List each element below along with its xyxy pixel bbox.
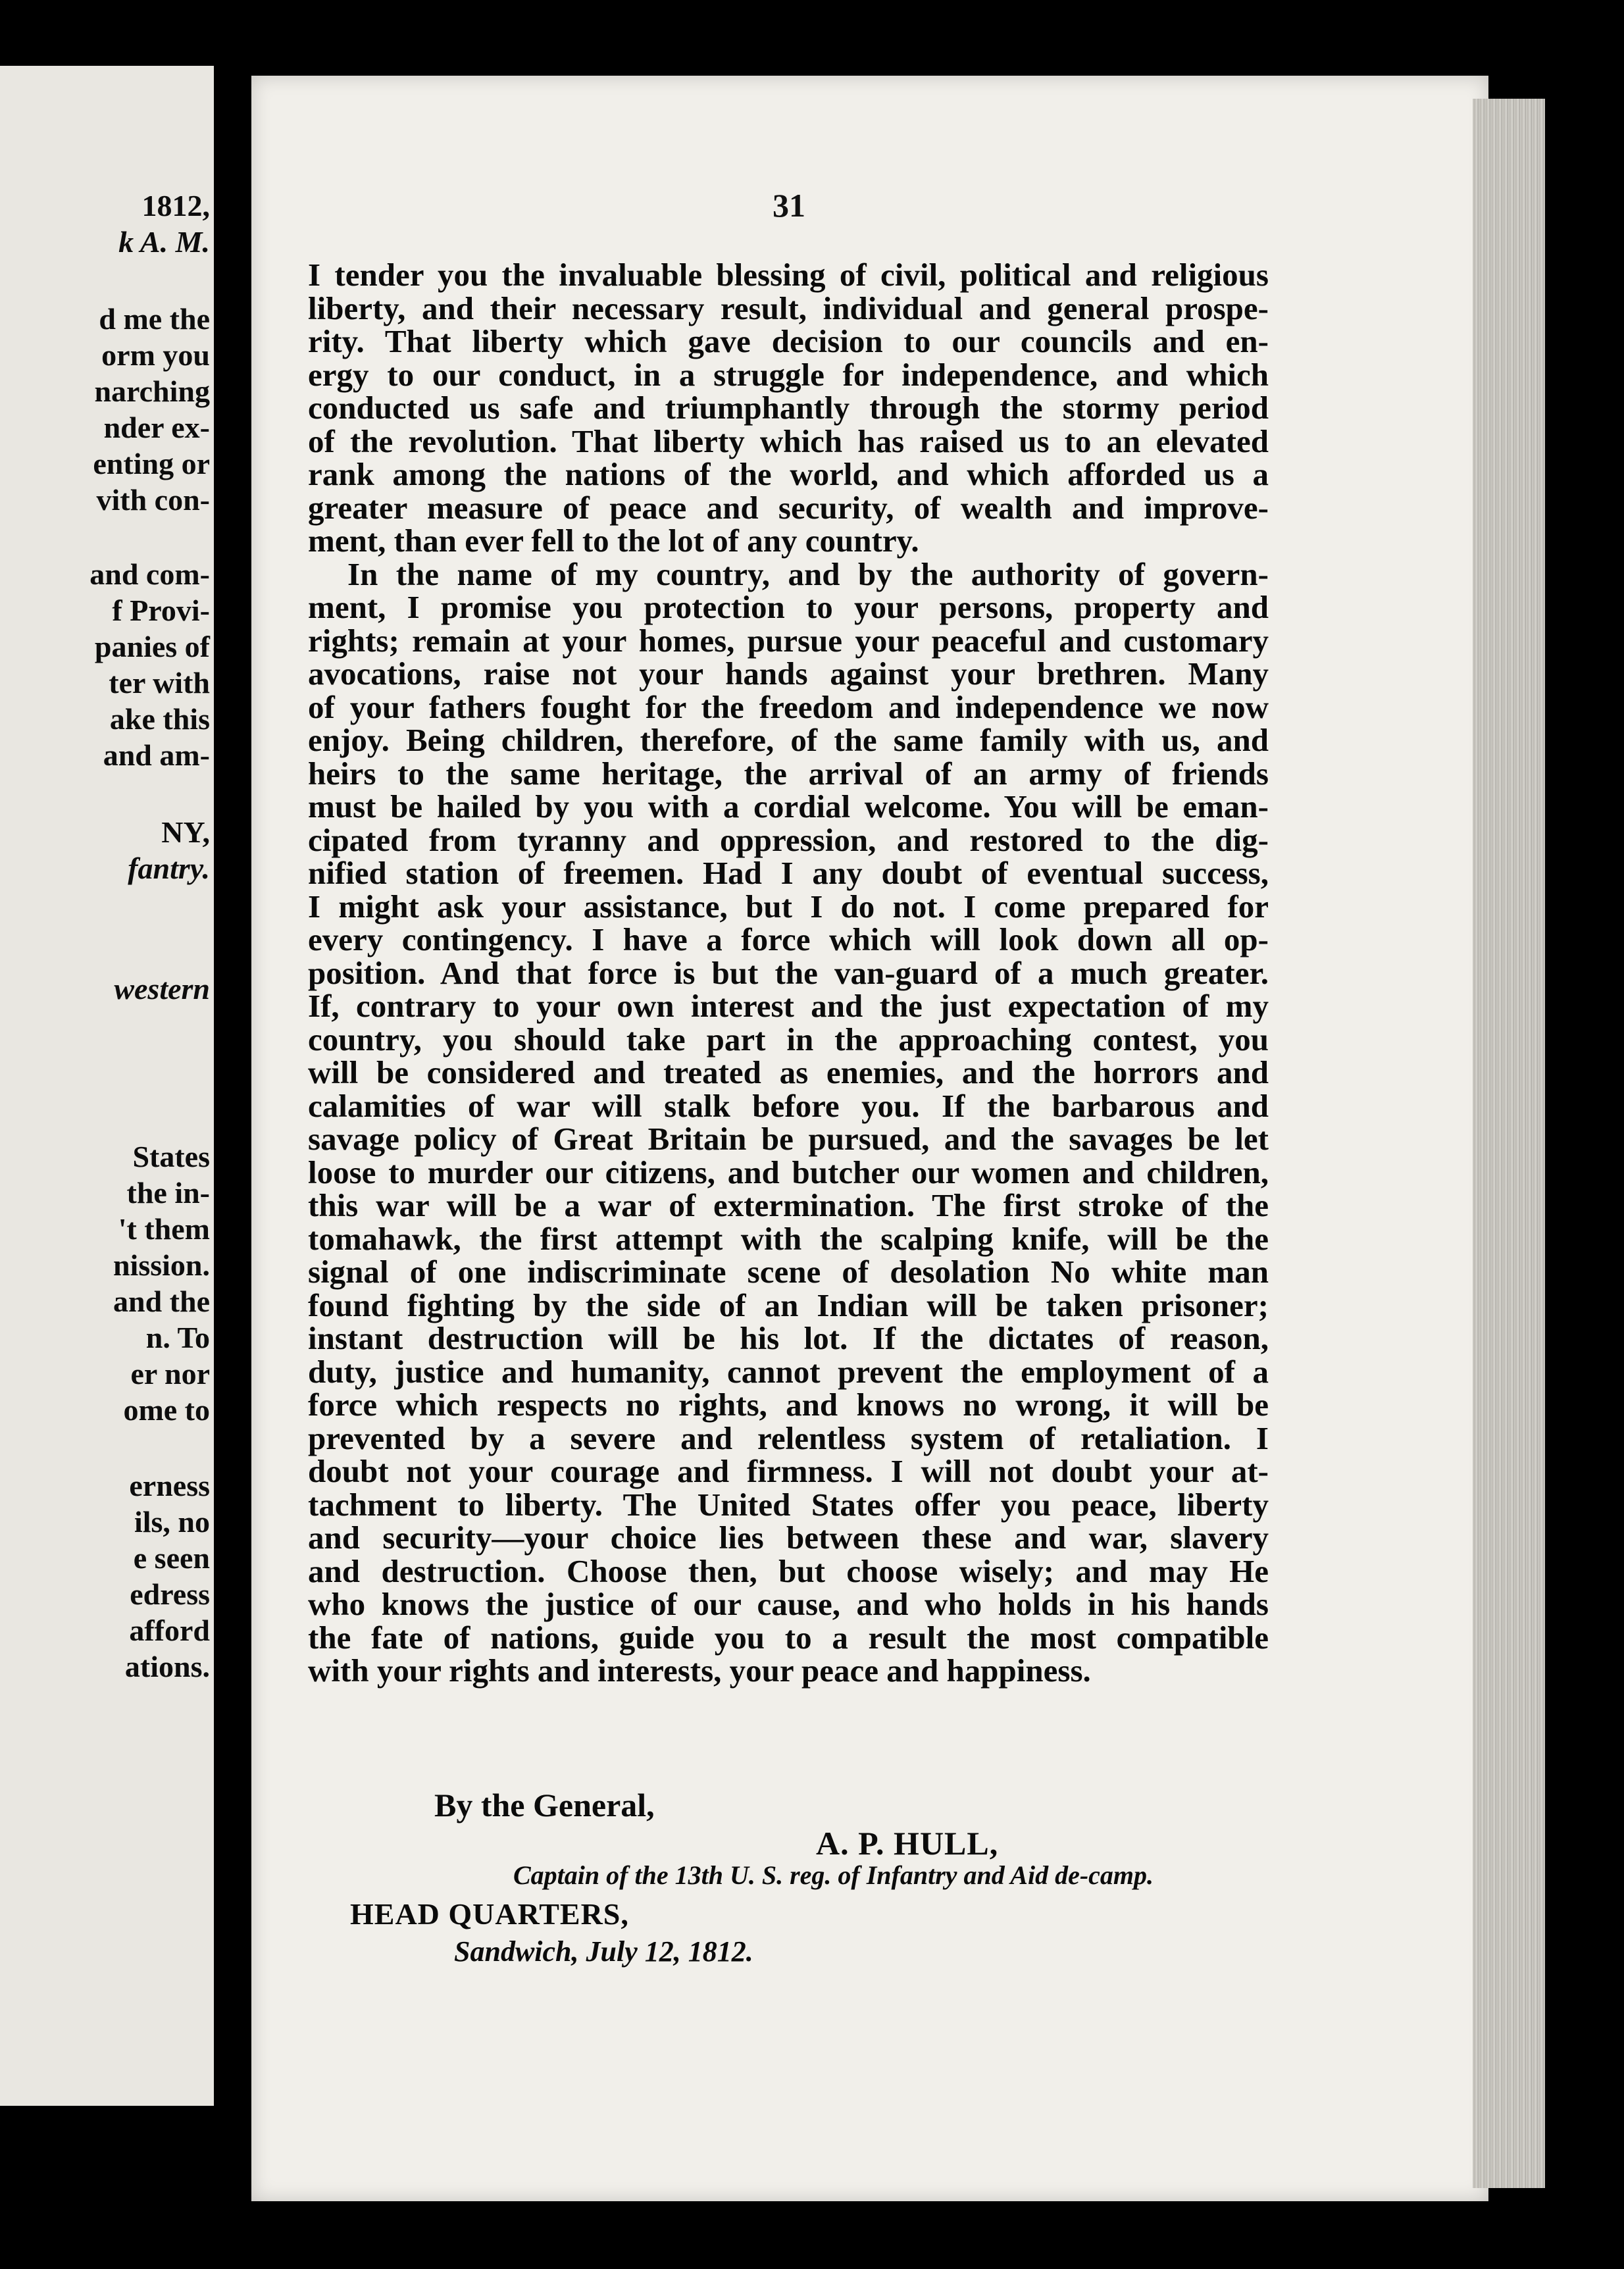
text-line: country, you should take part in the approaching contest, you xyxy=(308,1021,1269,1058)
left-page-fragment: and am- xyxy=(103,738,210,772)
text-line: greater measure of peace and security, of wealth and improve- xyxy=(308,489,1269,526)
text-line: enjoy. Being children, therefore, of the same family with us, and xyxy=(308,722,1269,758)
text-line: ment, I promise you protection to your persons, property and xyxy=(308,589,1269,625)
text-line: tomahawk, the first attempt with the scalping knife, will be the xyxy=(308,1220,1269,1257)
page-number: 31 xyxy=(773,187,805,224)
text-line: of the revolution. That liberty which has raised us to an elevated xyxy=(308,422,1269,459)
text-line: signal of one indiscriminate scene of desolation No white man xyxy=(308,1254,1269,1290)
page-block-edges xyxy=(1473,99,1545,2188)
proclamation-text xyxy=(308,259,1269,1688)
left-page-fragment: western xyxy=(114,972,210,1006)
text-line: prevented by a severe and relentless system of retaliation. I xyxy=(308,1419,1269,1456)
left-page-fragment: the in- xyxy=(126,1176,210,1210)
text-line: liberty, and their necessary result, individual and general prospe- xyxy=(308,290,1269,326)
text-line: ergy to our conduct, in a struggle for independence, and which xyxy=(308,356,1269,393)
head-quarters-heading: HEAD QUARTERS, xyxy=(350,1897,629,1931)
place-and-date: Sandwich, July 12, 1812. xyxy=(454,1935,753,1968)
left-page-fragment: d me the xyxy=(99,302,210,336)
previous-page-edge xyxy=(0,66,214,2106)
text-line: found fighting by the side of an Indian will be taken prisoner; xyxy=(308,1287,1269,1323)
text-line: rity. That liberty which gave decision to our councils and en- xyxy=(308,323,1269,359)
text-line: instant destruction will be his lot. If the dictates of reason, xyxy=(308,1320,1269,1356)
left-page-fragment: ter with xyxy=(109,666,210,700)
text-line: of your fathers fought for the freedom and independence we now xyxy=(308,688,1269,725)
text-line: this war will be a war of extermination. The first stroke of the xyxy=(308,1187,1269,1223)
text-line: rights; remain at your homes, pursue your peaceful and customary xyxy=(308,622,1269,659)
text-line: savage policy of Great Britain be pursued, and the savages be let xyxy=(308,1121,1269,1157)
left-page-fragment: ils, no xyxy=(134,1505,210,1539)
text-line: and security—your choice lies between these and war, slavery xyxy=(308,1519,1269,1556)
left-page-fragment: ations. xyxy=(124,1650,210,1683)
left-page-fragment: vith con- xyxy=(96,483,210,517)
text-line: the fate of nations, guide you to a result the most compatible xyxy=(308,1619,1269,1656)
left-page-fragment: and com- xyxy=(89,557,210,591)
text-line: nified station of freemen. Had I any doubt of eventual success, xyxy=(308,855,1269,891)
text-line: must be hailed by you with a cordial welcome. You will be eman- xyxy=(308,788,1269,825)
left-page-fragment: ome to xyxy=(123,1393,210,1427)
text-line: ment, than ever fell to the lot of any country. xyxy=(308,523,919,559)
left-page-fragment: f Provi- xyxy=(112,594,210,627)
text-line: duty, justice and humanity, cannot prevent the employment of a xyxy=(308,1353,1269,1390)
text-line: I might ask your assistance, but I do not. I come prepared for xyxy=(308,888,1269,925)
text-line: heirs to the same heritage, the arrival of an army of friends xyxy=(308,755,1269,792)
left-page-fragment: edress xyxy=(130,1577,210,1611)
text-line: I tender you the invaluable blessing of civil, political and religious xyxy=(308,257,1269,293)
left-page-fragment: orm you xyxy=(101,338,210,372)
left-page-fragment: nission. xyxy=(113,1248,210,1282)
left-page-fragment: panies of xyxy=(94,630,210,663)
left-page-fragment: er nor xyxy=(130,1357,210,1390)
text-line: In the name of my country, and by the authority of govern- xyxy=(347,555,1269,592)
left-page-fragment: k A. M. xyxy=(118,225,210,259)
text-line: with your rights and interests, your peace and happiness. xyxy=(308,1652,1091,1689)
text-line: force which respects no rights, and knows no wrong, it will be xyxy=(308,1387,1269,1423)
text-line: will be considered and treated as enemies, and the horrors and xyxy=(308,1054,1269,1090)
left-page-fragment: nder ex- xyxy=(103,411,210,444)
text-line: tachment to liberty. The United States offer you peace, liberty xyxy=(308,1486,1269,1523)
text-line: doubt not your courage and firmness. I will not doubt your at- xyxy=(308,1453,1269,1489)
left-page-fragment: fantry. xyxy=(128,852,210,885)
text-line: position. And that force is but the van-guard of a much greater. xyxy=(308,954,1269,991)
left-page-fragment: erness xyxy=(129,1469,210,1502)
left-page-fragment: 't them xyxy=(118,1212,210,1246)
left-page-fragment: n. To xyxy=(145,1321,210,1354)
left-page-fragment: narching xyxy=(94,374,210,408)
text-line: every contingency. I have a force which will look down all op- xyxy=(308,921,1269,957)
text-line: loose to murder our citizens, and butcher our women and children, xyxy=(308,1154,1269,1190)
left-page-fragment: and the xyxy=(113,1285,210,1318)
left-page-fragment: e seen xyxy=(133,1541,210,1575)
left-page-fragment: ake this xyxy=(109,702,210,736)
left-page-fragment: 1812, xyxy=(141,189,210,222)
text-line: rank among the nations of the world, and which afforded us a xyxy=(308,456,1269,492)
text-line: avocations, raise not your hands against your brethren. Many xyxy=(308,655,1269,692)
left-page-fragment: States xyxy=(132,1140,210,1173)
left-page-fragment: afford xyxy=(129,1614,210,1647)
text-line: and destruction. Choose then, but choose wisely; and may He xyxy=(308,1552,1269,1589)
text-line: cipated from tyranny and oppression, and restored to the dig- xyxy=(308,821,1269,858)
left-page-fragment: enting or xyxy=(93,447,210,480)
signer-name: A. P. HULL, xyxy=(816,1825,999,1862)
signer-title: Captain of the 13th U. S. reg. of Infantry and Aid de-camp. xyxy=(513,1860,1154,1890)
text-line: calamities of war will stalk before you. If the barbarous and xyxy=(308,1087,1269,1124)
by-the-general-line: By the General, xyxy=(434,1787,655,1823)
text-line: who knows the justice of our cause, and who holds in his hands xyxy=(308,1586,1269,1622)
text-line: If, contrary to your own interest and the just expectation of my xyxy=(308,988,1269,1024)
text-line: conducted us safe and triumphantly through the stormy period xyxy=(308,390,1269,426)
left-page-fragment: NY, xyxy=(161,815,210,849)
